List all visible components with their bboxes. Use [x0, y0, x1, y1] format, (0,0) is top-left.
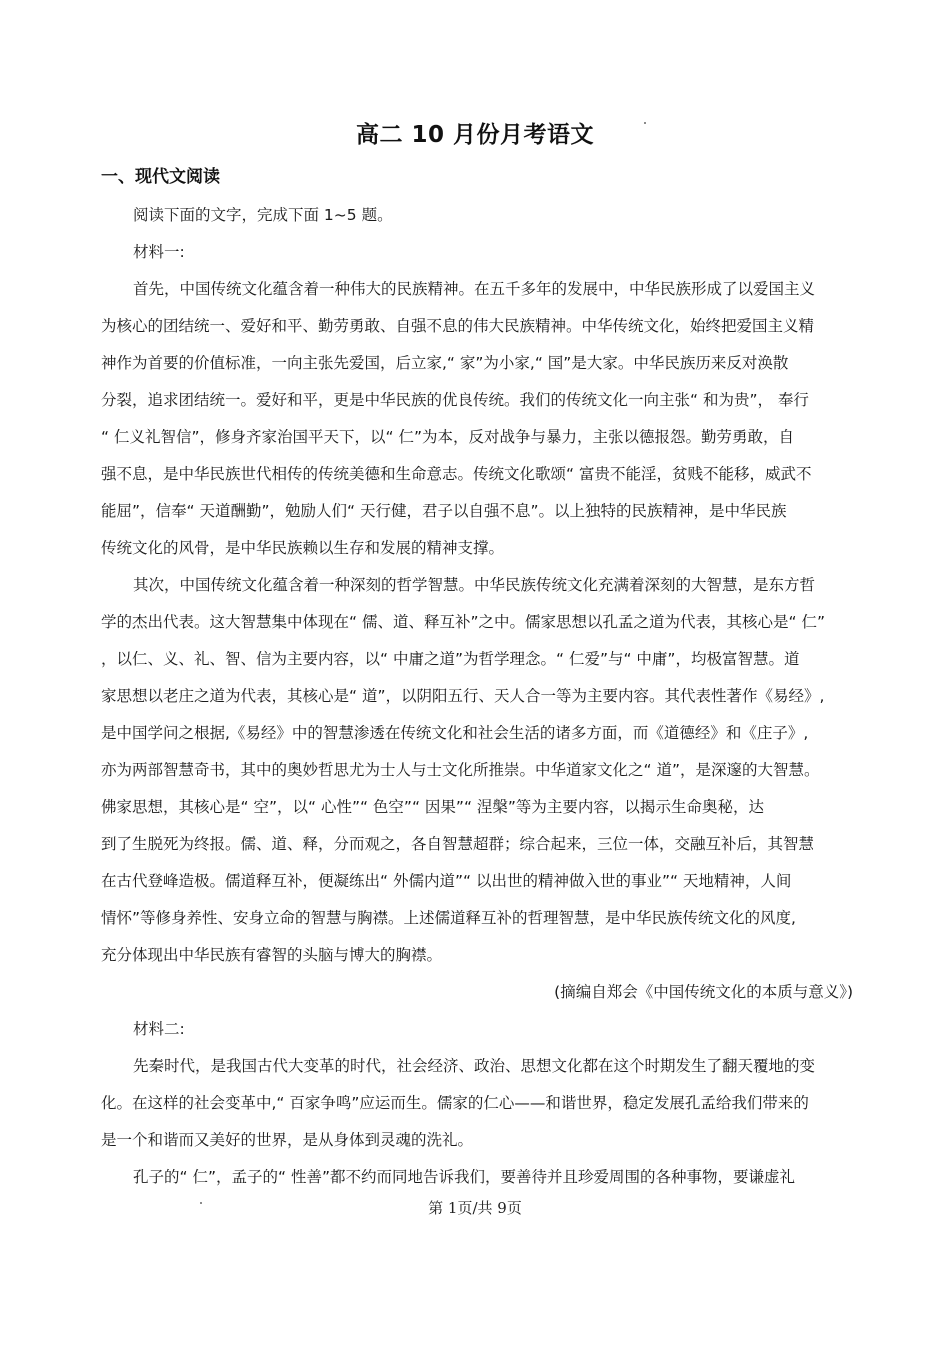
text-line: 到了生脱死为终报。儒、道、释，分而观之，各自智慧超群；综合起来，三位一体，交融互补后，其智慧: [101, 835, 815, 853]
text-line: 化。在这样的社会变革中,“ 百家争鸣”应运而生。儒家的仁心——和谐世界，稳定发展孔孟给我们带来的: [101, 1094, 809, 1112]
text-line: 家思想以老庄之道为代表，其核心是“ 道”，以阴阳五行、天人合一等为主要内容。其代表性著作《易经》,: [101, 687, 825, 705]
body-text: [101, 197, 861, 1196]
text-line: 先秦时代，是我国古代大变革的时代，社会经济、政治、思想文化都在这个时期发生了翻天覆地的变: [133, 1057, 816, 1075]
text-line: 材料二:: [133, 1020, 185, 1038]
text-line: 学的杰出代表。这大智慧集中体现在“ 儒、道、释互补”之中。儒家思想以孔孟之道为代表，其核心是“ 仁”: [101, 613, 825, 631]
text-line: 是中国学问之根据,《易经》中的智慧渗透在传统文化和社会生活的诸多方面，而《道德经》和《庄子》,: [101, 724, 809, 742]
text-line: ，以仁、义、礼、智、信为主要内容，以“ 中庸之道”为哲学理念。“ 仁爱”与“ 中庸”，均极富智慧。道: [101, 650, 800, 668]
text-line: 能屈”，信奉“ 天道酬勤”，勉励人们“ 天行健，君子以自强不息”。以上独特的民族精神，是中华民族: [101, 502, 787, 520]
text-line: 阅读下面的文字，完成下面 1~5 题。: [133, 206, 393, 224]
citation-line: (摘编自郑会《中国传统文化的本质与意义》): [554, 983, 853, 1001]
text-line: “ 仁义礼智信”，修身齐家治国平天下，以“ 仁”为本，反对战争与暴力，主张以德报怨。勤劳勇敢，自: [101, 428, 794, 446]
text-line: 充分体现出中华民族有睿智的头脑与博大的胸襟。: [101, 946, 443, 964]
page-footer: 第 1页/共 9页: [428, 1199, 522, 1217]
text-line: 情怀”等修身养性、安身立命的智慧与胸襟。上述儒道释互补的哲理智慧，是中华民族传统文化的风度,: [101, 909, 796, 927]
text-line: 强不息，是中华民族世代相传的传统美德和生命意志。传统文化歌颂“ 富贵不能淫，贫贱不能移，威武不: [101, 465, 812, 483]
text-line: 亦为两部智慧奇书，其中的奥妙哲思尤为士人与士文化所推崇。中华道家文化之“ 道”，是深邃的大智慧。: [101, 761, 820, 779]
text-line: 神作为首要的价值标准，一向主张先爱国，后立家,“ 家”为小家,“ 国”是大家。中华民族历来反对涣散: [101, 354, 789, 372]
text-line: 首先，中国传统文化蕴含着一种伟大的民族精神。在五千多年的发展中，中华民族形成了以爱国主义: [133, 280, 816, 298]
scan-speck: [200, 1202, 202, 1204]
section-heading: 一、现代文阅读: [101, 167, 220, 187]
text-line: 传统文化的风骨，是中华民族赖以生存和发展的精神支撑。: [101, 539, 505, 557]
text-line: 为核心的团结统一、爱好和平、勤劳勇敢、自强不息的伟大民族精神。中华传统文化，始终把爱国主义精: [101, 317, 815, 335]
scan-speck: [644, 122, 646, 124]
text-line: 佛家思想，其核心是“ 空”，以“ 心性”“ 色空”“ 因果”“ 涅槃”等为主要内容，以揭示生命奥秘，达: [101, 798, 764, 816]
text-line: 在古代登峰造极。儒道释互补，便凝练出“ 外儒内道”“ 以出世的精神做入世的事业”“ 天地精神，人间: [101, 872, 792, 890]
text-line: 其次，中国传统文化蕴含着一种深刻的哲学智慧。中华民族传统文化充满着深刻的大智慧，是东方哲: [133, 576, 816, 594]
document-title: 高二 10 月份月考语文: [355, 122, 595, 148]
text-line: 材料一:: [133, 243, 185, 261]
text-line: 分裂，追求团结统一。爱好和平，更是中华民族的优良传统。我们的传统文化一向主张“ 和为贵”， 奉行: [101, 391, 809, 409]
text-line: 是一个和谐而又美好的世界，是从身体到灵魂的洗礼。: [101, 1131, 474, 1149]
text-line: 孔子的“ 仁”，孟子的“ 性善”都不约而同地告诉我们，要善待并且珍爱周围的各种事物，要谦虚礼: [133, 1168, 795, 1186]
